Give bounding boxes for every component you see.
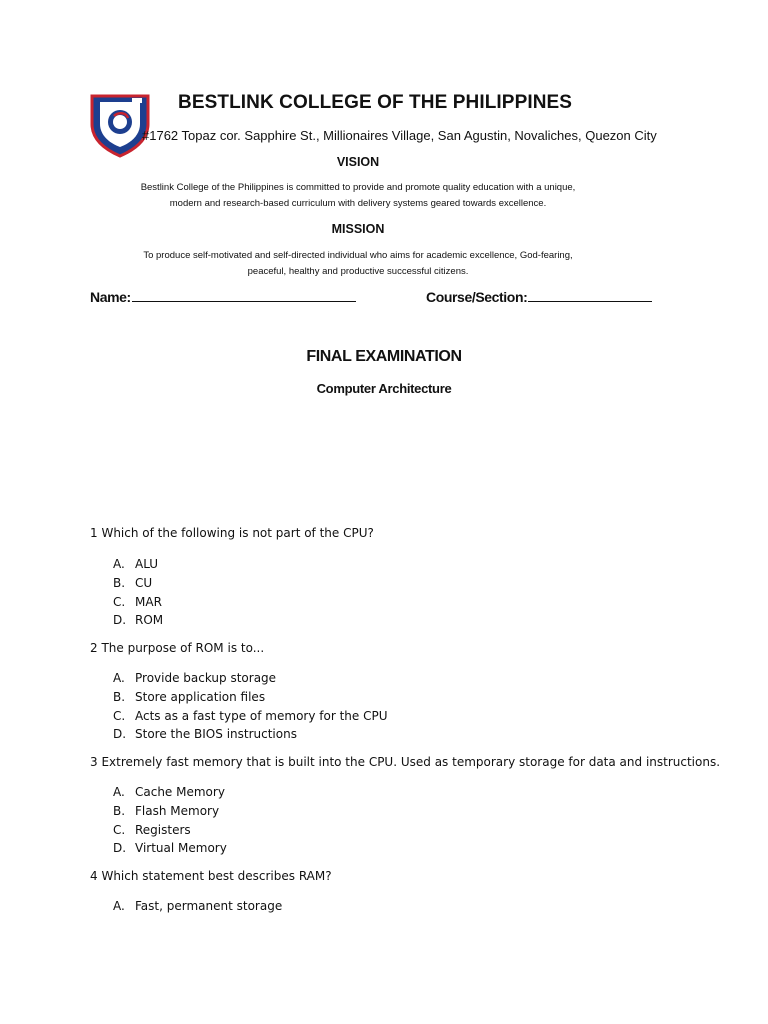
question-1: 1 Which of the following is not part of the CPU?: [90, 526, 374, 540]
choice-text: Provide backup storage: [135, 671, 277, 685]
question-4: 4 Which statement best describes RAM?: [90, 869, 332, 883]
choice-text: CU: [135, 575, 153, 590]
choice-letter: B.: [113, 689, 126, 704]
choice-text: Virtual Memory: [135, 841, 227, 856]
choice-text: ROM: [135, 613, 164, 628]
vision-line-2: modern and research-based curriculum with delivery systems geared towards excellence.: [169, 198, 547, 209]
choice-item: [113, 839, 227, 858]
course-section-field[interactable]: [426, 287, 652, 305]
choice-letter: D.: [113, 841, 127, 856]
choice-text: Registers: [135, 822, 191, 837]
course-section-blank-line[interactable]: [528, 287, 652, 302]
choice-letter: C.: [113, 594, 126, 609]
mission-statement: [100, 248, 616, 280]
choice-text: Store the BIOS instructions: [135, 727, 297, 742]
mission-line-2: peaceful, healthy and productive successful citizens.: [247, 266, 469, 277]
choice-item: [113, 669, 387, 688]
question-4-choices: [113, 897, 282, 916]
choice-text: Store application files: [135, 689, 266, 704]
choice-item: [113, 725, 387, 744]
choice-letter: C.: [113, 708, 126, 723]
choice-letter: A.: [113, 785, 125, 799]
vision-line-1: Bestlink College of the Philippines is committed to provide and promote quality education with a unique,: [140, 182, 576, 193]
choice-item: [113, 707, 387, 726]
name-field[interactable]: [90, 287, 356, 305]
mission-line-1: To produce self-motivated and self-directed individual who aims for academic excellence, God-fearing,: [143, 250, 573, 261]
vision-statement: [100, 180, 616, 212]
name-blank-line[interactable]: [132, 287, 356, 302]
choice-letter: B.: [113, 803, 126, 818]
choice-item: [113, 802, 227, 821]
college-seal-logo: [88, 92, 152, 158]
choice-item: [113, 593, 163, 612]
choice-text: ALU: [135, 557, 159, 571]
choice-item: [113, 555, 163, 574]
choice-item: [113, 783, 227, 802]
choice-letter: A.: [113, 899, 125, 913]
choice-text: Acts as a fast type of memory for the CPU: [135, 708, 388, 723]
question-3: 3 Extremely fast memory that is built into the CPU. Used as temporary storage for data and instructions.: [90, 755, 721, 769]
choice-text: Fast, permanent storage: [135, 899, 283, 913]
choice-item: [113, 688, 387, 707]
choice-item: [113, 897, 282, 916]
choice-letter: D.: [113, 613, 127, 628]
question-3-choices: [113, 783, 227, 858]
choice-text: MAR: [135, 594, 162, 609]
choice-text: Cache Memory: [135, 785, 225, 799]
college-name: BESTLINK COLLEGE OF THE PHILIPPINES: [178, 92, 573, 113]
choice-item: [113, 574, 163, 593]
question-1-choices: [113, 555, 163, 630]
choice-item: [113, 821, 227, 840]
exam-title: FINAL EXAMINATION: [306, 348, 462, 365]
college-address: #1762 Topaz cor. Sapphire St., Millionaires Village, San Agustin, Novaliches, Quezon City: [142, 128, 657, 143]
choice-letter: D.: [113, 727, 127, 742]
choice-letter: A.: [113, 671, 125, 685]
vision-heading: VISION: [336, 155, 380, 169]
question-2: 2 The purpose of ROM is to...: [90, 641, 265, 655]
mission-heading: MISSION: [331, 222, 385, 236]
course-section-label: Course/Section:: [426, 289, 528, 305]
choice-item: [113, 611, 163, 630]
name-label: Name:: [90, 289, 131, 305]
choice-letter: B.: [113, 575, 126, 590]
choice-text: Flash Memory: [135, 803, 220, 818]
choice-letter: C.: [113, 822, 126, 837]
question-2-choices: [113, 669, 387, 744]
exam-subject: Computer Architecture: [316, 381, 452, 396]
choice-letter: A.: [113, 557, 125, 571]
